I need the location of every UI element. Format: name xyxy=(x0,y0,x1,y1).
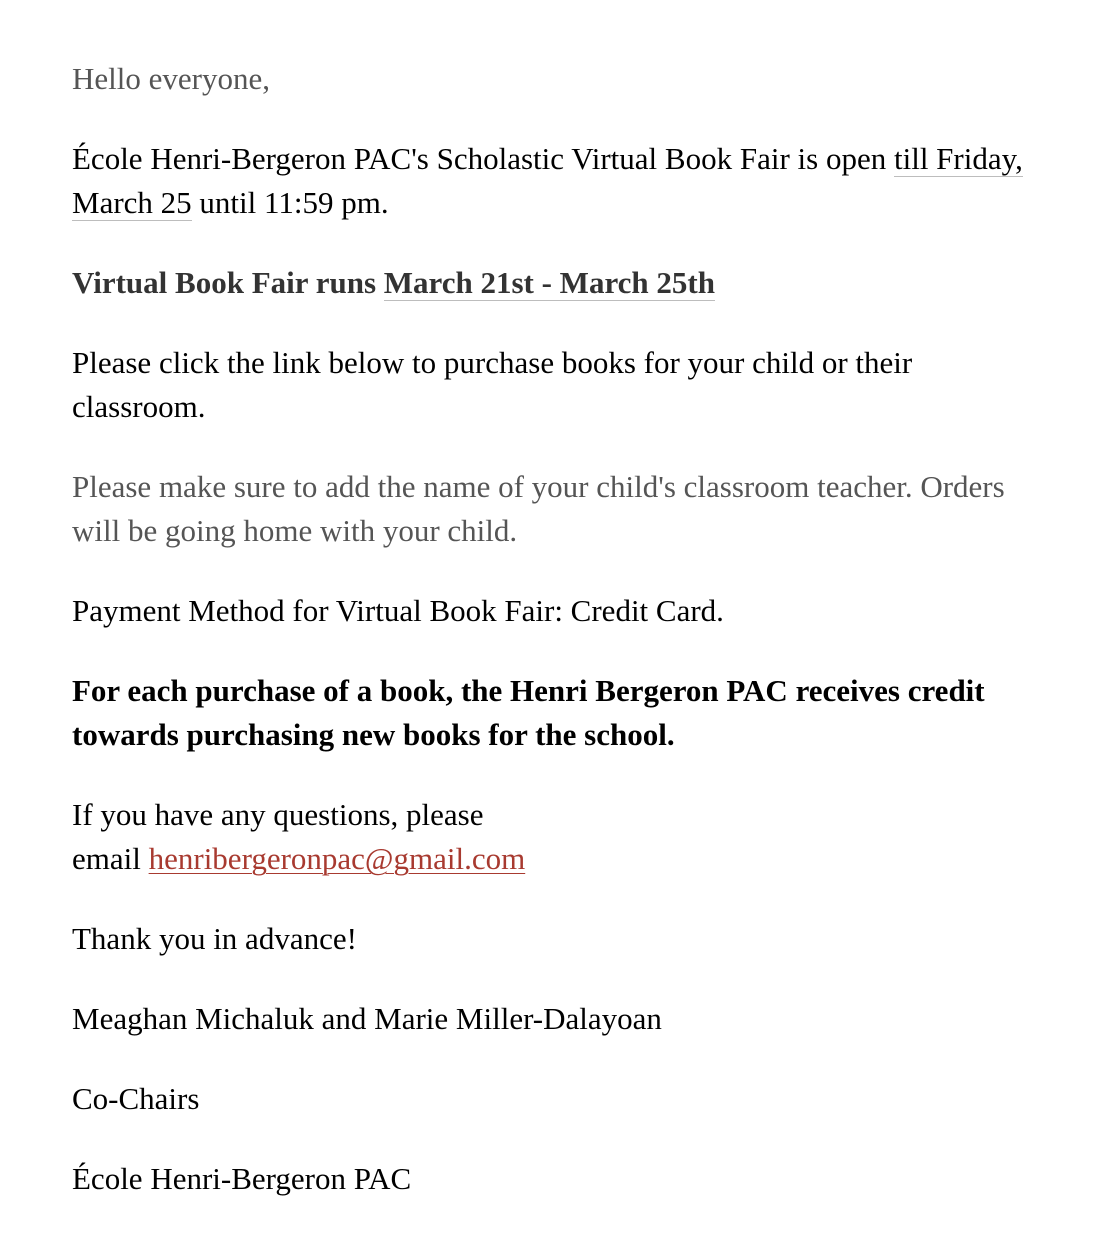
fair-dates-paragraph xyxy=(72,261,1052,305)
email-body xyxy=(72,57,1052,1237)
teacher-note: Please make sure to add the name of your child's classroom teacher. Orders will be going home with your child. xyxy=(72,469,1005,548)
questions-email-prefix: email xyxy=(72,841,149,876)
intro-text-end: until 11:59 pm. xyxy=(191,185,389,220)
contact-email-link[interactable]: henribergeronpac@gmail.com xyxy=(148,841,526,876)
questions-paragraph xyxy=(72,793,1052,881)
greeting: Hello everyone, xyxy=(72,61,270,96)
intro-paragraph xyxy=(72,137,1052,225)
organization-name: École Henri-Bergeron PAC xyxy=(72,1161,412,1196)
fair-dates-label: Virtual Book Fair runs xyxy=(72,265,384,300)
signers: Meaghan Michaluk and Marie Miller-Dalayoan xyxy=(72,1001,662,1036)
purchase-instructions: Please click the link below to purchase books for your child or their classroom. xyxy=(72,345,913,424)
credit-note: For each purchase of a book, the Henri Bergeron PAC receives credit towards purchasing new books for the school. xyxy=(72,673,985,752)
signer-role: Co-Chairs xyxy=(72,1081,200,1116)
payment-method: Payment Method for Virtual Book Fair: Credit Card. xyxy=(72,593,724,628)
intro-date-detected[interactable]: till Friday, March 25 xyxy=(72,141,1023,220)
thanks-line: Thank you in advance! xyxy=(72,921,357,956)
questions-text: If you have any questions, please xyxy=(72,797,484,832)
fair-dates-detected[interactable]: March 21st - March 25th xyxy=(383,265,715,300)
intro-text-start: École Henri-Bergeron PAC's Scholastic Virtual Book Fair is open xyxy=(72,141,894,176)
